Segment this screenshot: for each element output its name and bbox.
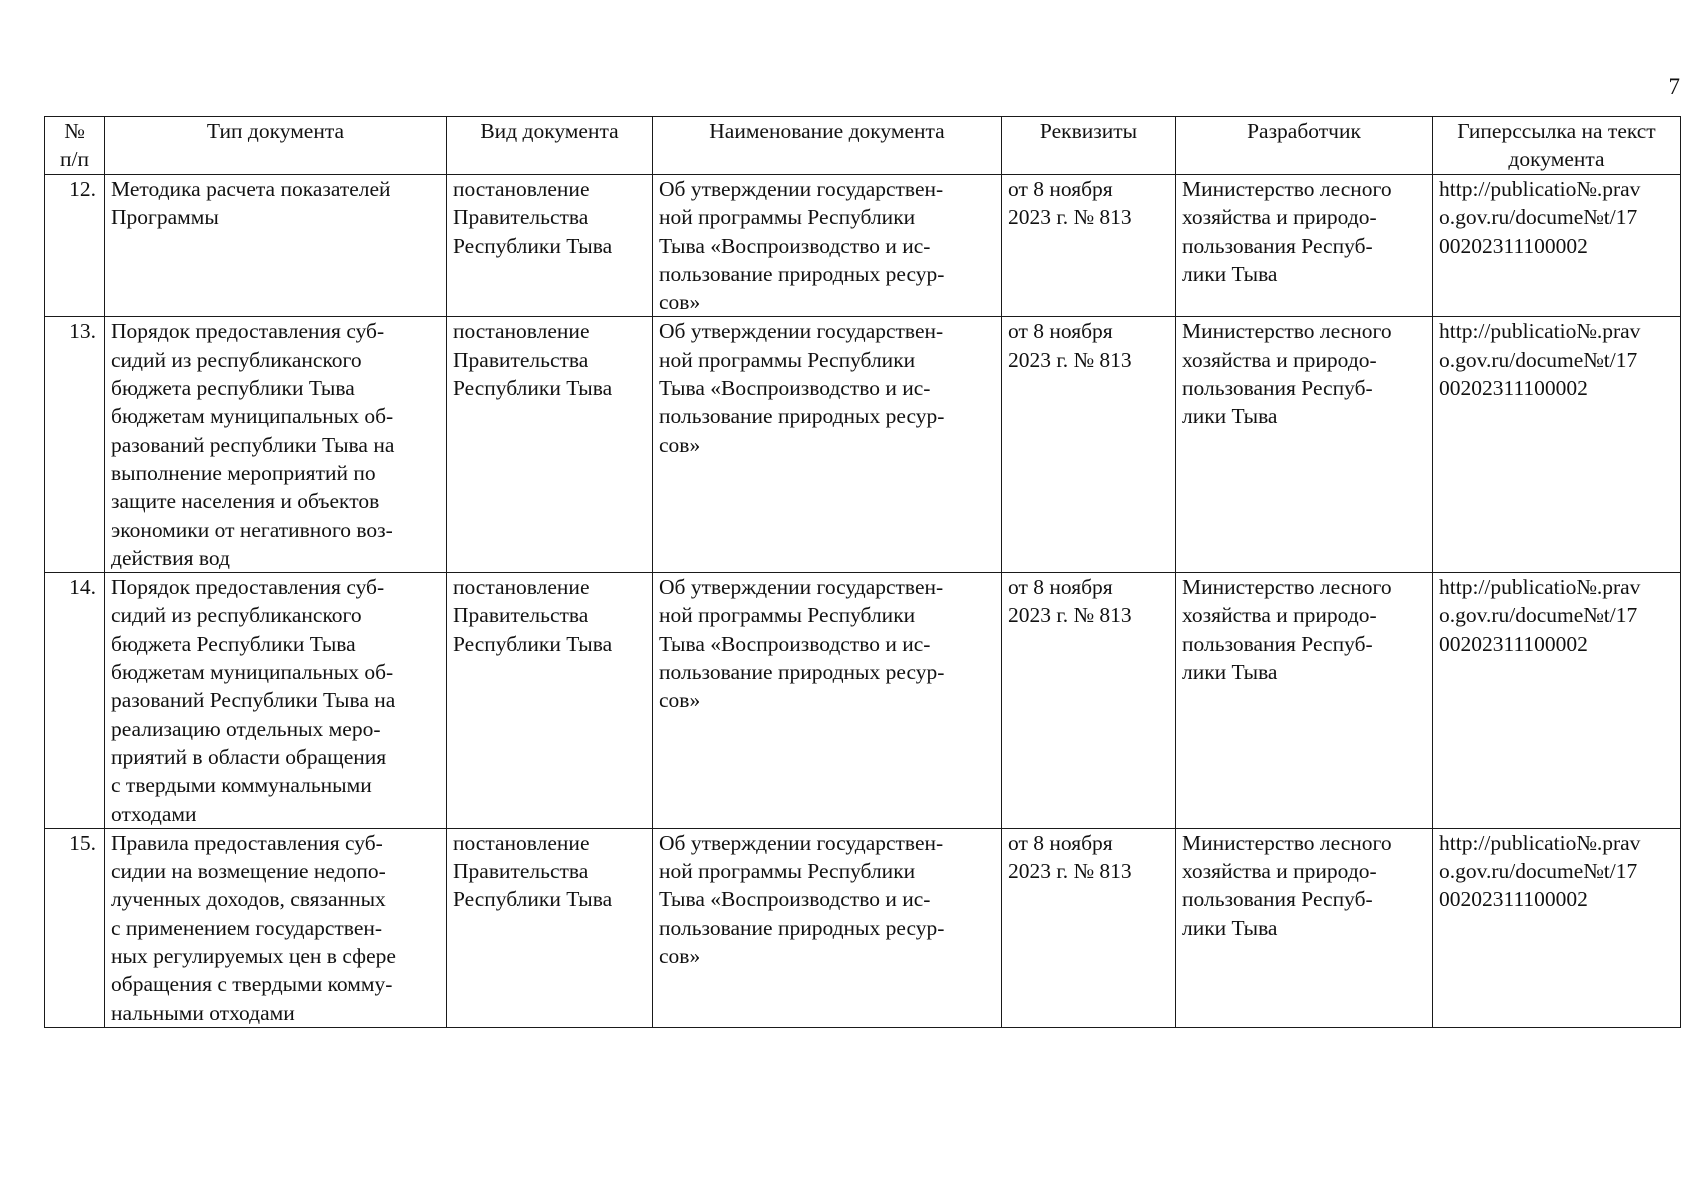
header-doc-type: Тип документа xyxy=(105,117,447,175)
documents-table xyxy=(44,116,1681,1028)
header-developer: Разработчик xyxy=(1176,117,1433,175)
header-doc-name: Наименование документа xyxy=(653,117,1002,175)
row-link: http://publicatio№.prav o.gov.ru/docume№t/17 00202311100002 xyxy=(1433,573,1681,829)
row-requisites: от 8 ноября 2023 г. № 813 xyxy=(1002,175,1176,317)
row-requisites: от 8 ноября 2023 г. № 813 xyxy=(1002,573,1176,829)
row-link: http://publicatio№.prav o.gov.ru/docume№t/17 00202311100002 xyxy=(1433,317,1681,573)
table-header-row xyxy=(45,117,1681,175)
header-link: Гиперссылка на текст документа xyxy=(1433,117,1681,175)
row-developer: Министерство лесного хозяйства и природо- пользования Респуб- лики Тыва xyxy=(1176,317,1433,573)
header-requisites: Реквизиты xyxy=(1002,117,1176,175)
row-doc-type: Методика расчета показателей Программы xyxy=(105,175,447,317)
row-number: 13. xyxy=(45,317,105,573)
row-link: http://publicatio№.prav o.gov.ru/docume№t/17 00202311100002 xyxy=(1433,828,1681,1027)
table-row xyxy=(45,828,1681,1027)
row-doc-type: Порядок предоставления суб- сидий из республиканского бюджета Республики Тыва бюджетам муниципальных об- разований Республики Тыва на реализацию отдельных меро- приятий в области обращения с твердыми коммунальными отходами xyxy=(105,573,447,829)
page-number: 7 xyxy=(1668,74,1680,99)
row-doc-kind: постановление Правительства Республики Тыва xyxy=(447,573,653,829)
header-number: № п/п xyxy=(45,117,105,175)
row-developer: Министерство лесного хозяйства и природо- пользования Респуб- лики Тыва xyxy=(1176,573,1433,829)
table-row xyxy=(45,573,1681,829)
row-doc-type: Правила предоставления суб- сидии на возмещение недопо- лученных доходов, связанных с применением государствен- ных регулируемых цен в сфере обращения с твердыми комму- нальными отходами xyxy=(105,828,447,1027)
row-doc-name: Об утверждении государствен- ной программы Республики Тыва «Воспроизводство и ис- пользование природных ресур- сов» xyxy=(653,828,1002,1027)
header-doc-kind: Вид документа xyxy=(447,117,653,175)
row-doc-type: Порядок предоставления суб- сидий из республиканского бюджета республики Тыва бюджетам муниципальных об- разований республики Тыва на выполнение мероприятий по защите населения и объектов экономики от негативного воз- действия вод xyxy=(105,317,447,573)
table-row xyxy=(45,175,1681,317)
row-requisites: от 8 ноября 2023 г. № 813 xyxy=(1002,828,1176,1027)
row-doc-name: Об утверждении государствен- ной программы Республики Тыва «Воспроизводство и ис- пользование природных ресур- сов» xyxy=(653,573,1002,829)
row-doc-kind: постановление Правительства Республики Тыва xyxy=(447,175,653,317)
row-number: 15. xyxy=(45,828,105,1027)
row-doc-name: Об утверждении государствен- ной программы Республики Тыва «Воспроизводство и ис- пользование природных ресур- сов» xyxy=(653,175,1002,317)
row-doc-name: Об утверждении государствен- ной программы Республики Тыва «Воспроизводство и ис- пользование природных ресур- сов» xyxy=(653,317,1002,573)
row-number: 12. xyxy=(45,175,105,317)
row-developer: Министерство лесного хозяйства и природо- пользования Респуб- лики Тыва xyxy=(1176,828,1433,1027)
row-doc-kind: постановление Правительства Республики Тыва xyxy=(447,317,653,573)
row-link: http://publicatio№.prav o.gov.ru/docume№t/17 00202311100002 xyxy=(1433,175,1681,317)
row-doc-kind: постановление Правительства Республики Тыва xyxy=(447,828,653,1027)
table-row xyxy=(45,317,1681,573)
row-developer: Министерство лесного хозяйства и природо- пользования Респуб- лики Тыва xyxy=(1176,175,1433,317)
row-number: 14. xyxy=(45,573,105,829)
row-requisites: от 8 ноября 2023 г. № 813 xyxy=(1002,317,1176,573)
